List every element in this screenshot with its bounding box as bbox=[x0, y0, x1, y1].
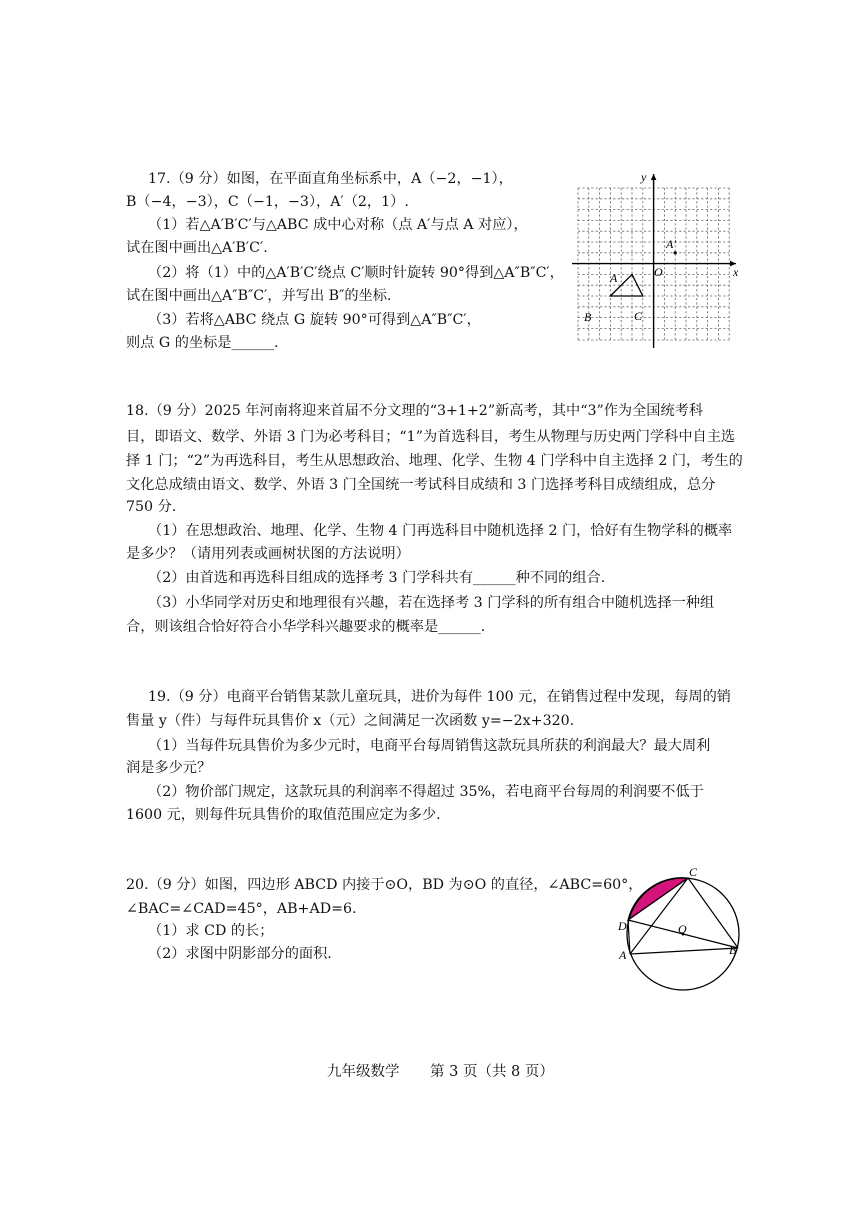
q19-line-6: 1600 元，则每件玩具售价的取值范围应定为多少. bbox=[126, 807, 441, 823]
q18-line-4: 文化总成绩由语文、数学、外语 3 门全国统一考试科目成绩和 3 门选择考科目成绩组成，总分 bbox=[126, 477, 716, 493]
q18-line-9: （3）小华同学对历史和地理很有兴趣，若在选择考 3 门学科的所有组合中随机选择一种组 bbox=[148, 595, 715, 611]
footer-page-number: 第 3 页（共 8 页） bbox=[430, 1064, 554, 1080]
q20-line-2: ∠BAC=∠CAD=45°，AB+AD=6. bbox=[126, 901, 357, 917]
q18-line-6: （1）在思想政治、地理、化学、生物 4 门再选科目中随机选择 2 门，恰好有生物学科的概率 bbox=[148, 523, 733, 539]
point-c-label: C bbox=[634, 309, 643, 323]
q20-circle-figure bbox=[615, 865, 745, 990]
q17-line-4: 试在图中画出△A′B′C′. bbox=[126, 240, 268, 256]
y-axis-arrow-icon bbox=[651, 174, 657, 180]
chord-ab bbox=[630, 948, 738, 954]
x-axis-label: x bbox=[733, 265, 739, 279]
point-a-prime-label: A′ bbox=[666, 237, 676, 251]
q20-line-3: （1）求 CD 的长； bbox=[148, 923, 274, 939]
q18-line-7: 是多少？（请用列表或画树状图的方法说明） bbox=[126, 546, 410, 562]
q20-line-4: （2）求图中阴影部分的面积. bbox=[148, 946, 332, 962]
point-c-label: C bbox=[689, 865, 698, 879]
q17-line-2: B（−4，−3），C（−1，−3），A′（2，1）. bbox=[126, 194, 409, 210]
point-a-prime-dot bbox=[674, 251, 677, 254]
point-b-label: B bbox=[584, 310, 592, 324]
origin-label: O bbox=[654, 265, 663, 279]
q17-line-6: 试在图中画出△A″B″C′，并写出 B″的坐标. bbox=[126, 288, 392, 304]
point-a-label: A bbox=[610, 271, 618, 285]
footer-subject: 九年级数学 bbox=[327, 1064, 400, 1080]
q18-line-8: （2）由首选和再选科目组成的选择考 3 门学科共有______种不同的组合. bbox=[148, 570, 606, 586]
point-d-label: D bbox=[618, 919, 627, 933]
q17-line-8: 则点 G 的坐标是______. bbox=[126, 335, 279, 351]
y-axis-label: y bbox=[641, 170, 647, 184]
q19-line-4: 润是多少元？ bbox=[126, 760, 212, 776]
q19-line-2: 售量 y（件）与每件玩具售价 x（元）之间满足一次函数 y=−2x+320. bbox=[126, 713, 575, 729]
q18-line-1: 18.（9 分）2025 年河南将迎来首届不分文理的“3+1+2”新高考，其中“3”作为全国统考科 bbox=[126, 403, 704, 419]
q19-line-1: 19.（9 分）电商平台销售某款儿童玩具，进价为每件 100 元，在销售过程中发现，每周的销 bbox=[148, 689, 731, 705]
q19-line-3: （1）当每件玩具售价为多少元时，电商平台每周销售这款玩具所获的利润最大？最大周利 bbox=[148, 738, 711, 754]
q19-line-5: （2）物价部门规定，这款玩具的利润率不得超过 35%，若电商平台每周的利润要不低于 bbox=[148, 784, 704, 800]
q18-line-3: 择 1 门；“2”为再选科目，考生从思想政治、地理、化学、生物 4 门学科中自主选择 2 门，考生的 bbox=[126, 453, 743, 469]
q17-line-1: 17.（9 分）如图，在平面直角坐标系中，A（−2，−1）， bbox=[148, 171, 513, 187]
point-a-label: A bbox=[619, 948, 627, 962]
q17-coordinate-grid-figure bbox=[570, 170, 740, 352]
q18-line-5: 750 分. bbox=[126, 499, 177, 515]
point-b-label: B bbox=[729, 943, 737, 957]
q18-line-10: 合，则该组合恰好符合小华学科兴趣要求的概率是______. bbox=[126, 619, 486, 635]
q20-line-1: 20.（9 分）如图，四边形 ABCD 内接于⊙O，BD 为⊙O 的直径，∠ABC=60°， bbox=[126, 877, 643, 893]
q17-line-7: （3）若将△ABC 绕点 G 旋转 90°可得到△A″B″C′， bbox=[148, 312, 481, 328]
q17-line-5: （2）将（1）中的△A′B′C′绕点 C′顺时针旋转 90°得到△A″B″C′， bbox=[148, 265, 564, 281]
q17-line-3: （1）若△A′B′C′与△ABC 成中心对称（点 A′与点 A 对应）， bbox=[148, 217, 528, 233]
center-o-label: O bbox=[678, 922, 687, 936]
q18-line-2: 目，即语文、数学、外语 3 门为必考科目；“1”为首选科目，考生从物理与历史两门学科中自主选 bbox=[126, 429, 736, 445]
